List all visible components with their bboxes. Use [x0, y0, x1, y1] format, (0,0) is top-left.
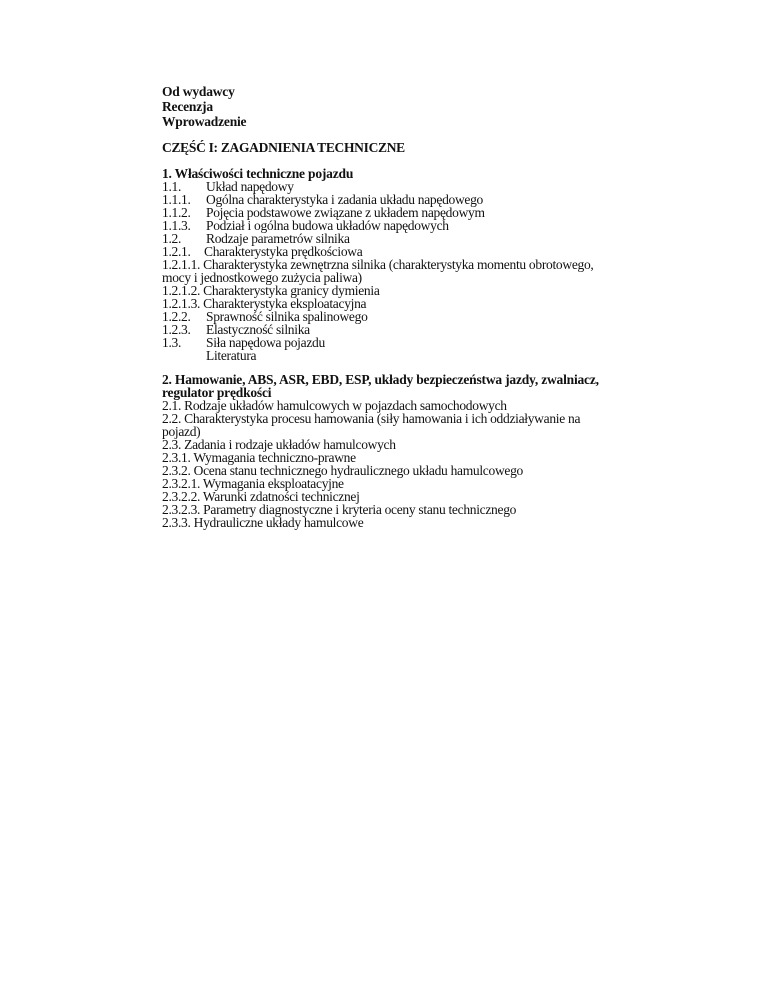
part-heading: CZĘŚĆ I: ZAGADNIENIA TECHNICZNE: [162, 140, 405, 155]
toc-entry: 1.1.1. Ogólna charakterystyka i zadania układu napędowego: [162, 192, 484, 207]
section-heading: 1. Właściwości techniczne pojazdu: [162, 166, 354, 181]
toc-entry: 2.3.1. Wymagania techniczno-prawne: [162, 450, 356, 465]
toc-entry: 1.2.1.2. Charakterystyka granicy dymienia: [162, 283, 380, 298]
toc-entry: 1.2.2. Sprawność silnika spalinowego: [162, 309, 368, 324]
toc-entry: 2.3.2.1. Wymagania eksploatacyjne: [162, 476, 344, 491]
toc-entry: 1.2. Rodzaje parametrów silnika: [162, 231, 350, 246]
toc-entry-literature: Literatura: [206, 348, 257, 363]
toc-entry: 2.3.2.2. Warunki zdatności technicznej: [162, 489, 360, 504]
toc-entry: 2.2. Charakterystyka procesu hamowania (siły hamowania i ich oddziaływanie na pojazd): [162, 411, 581, 439]
toc-entry: 1.2.3. Elastyczność silnika: [162, 322, 310, 337]
toc-entry: 1.2.1.1. Charakterystyka zewnętrzna silnika (charakterystyka momentu obrotowego, mocy i jednostkowego zużycia paliwa): [162, 257, 594, 285]
toc-entry: 1.1. Układ napędowy: [162, 179, 294, 194]
table-of-contents: [162, 84, 602, 529]
toc-front-review: Recenzja: [162, 99, 213, 114]
section-heading: 2. Hamowanie, ABS, ASR, EBD, ESP, układy bezpieczeństwa jazdy, zwalniacz, regulator prędkości: [162, 372, 599, 400]
toc-entry: 2.3. Zadania i rodzaje układów hamulcowych: [162, 437, 396, 452]
toc-entry: 2.3.2. Ocena stanu technicznego hydraulicznego układu hamulcowego: [162, 463, 523, 478]
toc-front-introduction: Wprowadzenie: [162, 114, 247, 129]
toc-entry: 1.1.3. Podział i ogólna budowa układów napędowych: [162, 218, 449, 233]
toc-entry: 2.1. Rodzaje układów hamulcowych w pojazdach samochodowych: [162, 398, 507, 413]
toc-entry: 1.3. Siła napędowa pojazdu: [162, 335, 325, 350]
toc-entry: 1.2.1. Charakterystyka prędkościowa: [162, 244, 363, 259]
toc-entry: 1.1.2. Pojęcia podstawowe związane z układem napędowym: [162, 205, 485, 220]
toc-front-from-publisher: Od wydawcy: [162, 84, 235, 99]
toc-entry: 2.3.3. Hydrauliczne układy hamulcowe: [162, 515, 364, 530]
toc-entry: 1.2.1.3. Charakterystyka eksploatacyjna: [162, 296, 367, 311]
toc-entry: 2.3.2.3. Parametry diagnostyczne i kryteria oceny stanu technicznego: [162, 502, 517, 517]
